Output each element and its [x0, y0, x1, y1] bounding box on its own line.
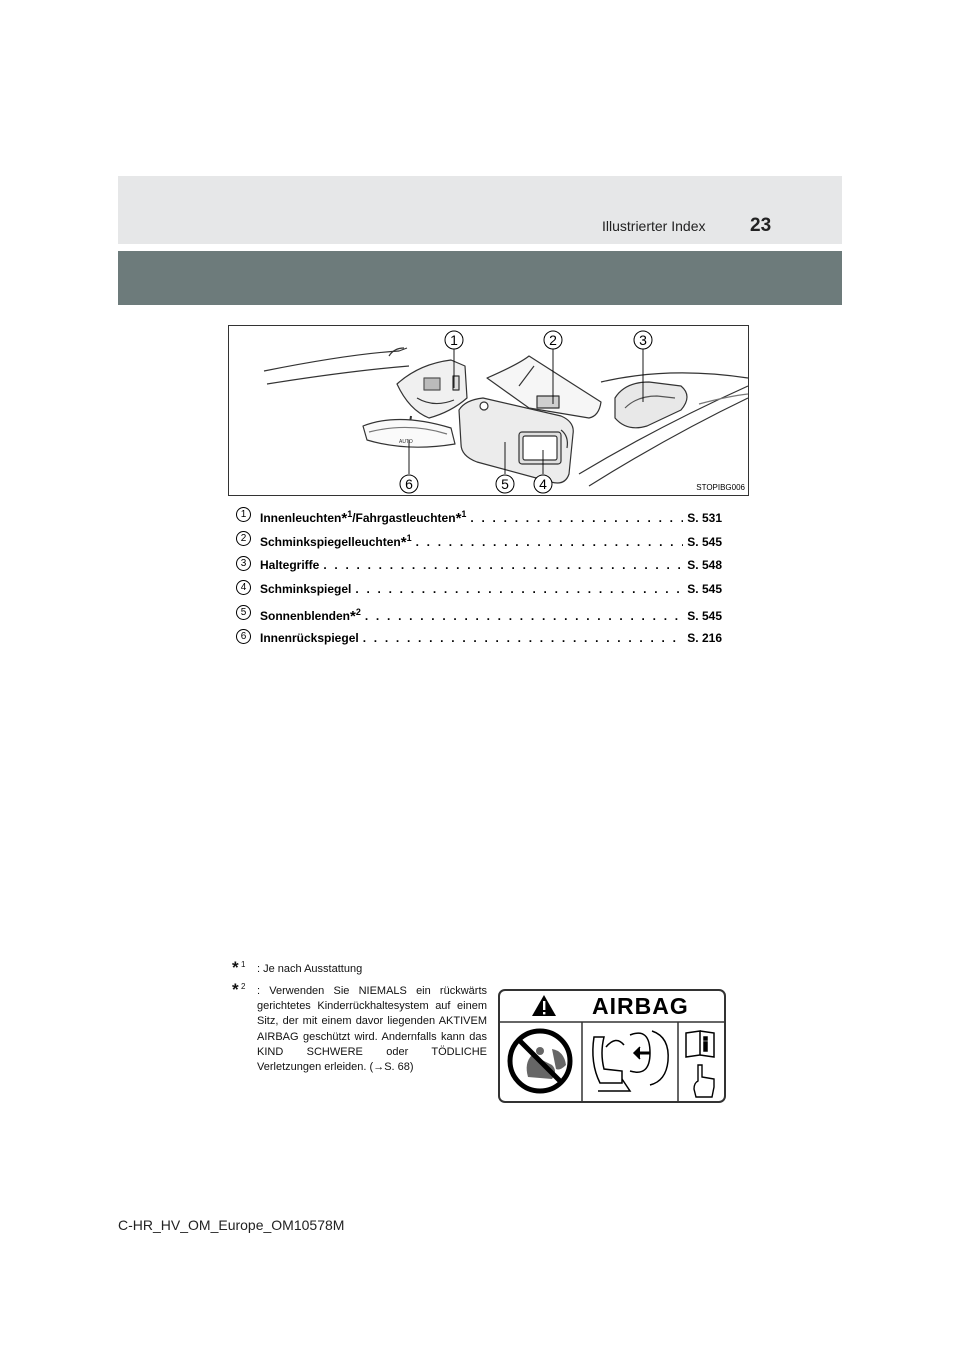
overhead-components-drawing [229, 326, 748, 495]
footnote-star: * [232, 958, 239, 977]
svg-text:5: 5 [501, 476, 509, 492]
dot-leader [416, 535, 684, 549]
svg-text:AUTO: AUTO [399, 439, 413, 445]
index-row-grab-handles[interactable] [234, 555, 722, 579]
document-id: C-HR_HV_OM_Europe_OM10578M [118, 1217, 345, 1233]
item-page-ref[interactable]: S. 545 [687, 582, 722, 597]
manual-book-icon [686, 1031, 714, 1057]
item-label: Haltegriffe [260, 557, 320, 572]
dot-leader [363, 631, 684, 645]
item-label: Sonnenblenden*$^2$ [260, 606, 361, 625]
item-label: Innenleuchten*$^1$/Fahrgastleuchten*$^1$ [260, 509, 467, 527]
footnote-marker: 1 [241, 960, 246, 969]
item-page-ref[interactable]: S. 545 [687, 608, 722, 623]
item-label: Schminkspiegel [260, 582, 352, 597]
dot-leader [323, 558, 683, 572]
section-banner [118, 251, 842, 305]
item-number: 1 [236, 507, 251, 522]
item-page-ref[interactable]: S. 545 [687, 535, 722, 550]
index-row-rear-view-mirror[interactable] [234, 628, 722, 652]
index-row-interior-lights[interactable] [234, 506, 722, 530]
section-title: Illustrierter Index [602, 218, 706, 234]
footnote-star: * [232, 980, 239, 999]
index-row-vanity-mirrors[interactable] [234, 579, 722, 603]
item-page-ref[interactable]: S. 531 [687, 511, 722, 525]
warning-triangle-icon [532, 995, 556, 1016]
item-label: Innenrückspiegel [260, 630, 359, 645]
header-band [118, 176, 842, 244]
index-row-sun-visors[interactable] [234, 604, 722, 628]
footnote-text: : Je nach Ausstattung [257, 963, 363, 975]
callout-4 [534, 475, 552, 493]
dot-leader [355, 582, 683, 596]
index-row-vanity-lights[interactable] [234, 530, 722, 554]
item-number: 6 [236, 629, 251, 644]
airbag-title: AIRBAG [592, 993, 689, 1019]
svg-text:1: 1 [450, 332, 458, 348]
item-label: Schminkspiegelleuchten*$^1$ [260, 533, 412, 552]
callout-3 [634, 331, 652, 349]
svg-text:3: 3 [639, 332, 647, 348]
item-page-ref[interactable]: S. 216 [687, 630, 722, 645]
footnote-marker: 2 [241, 982, 246, 991]
footnote-text: : Verwenden Sie NIEMALS ein rückwärts gerichtetes Kinderrückhaltesystem auf einem Sitz, der mit einem davor liegenden AKTIVEM AIRBAG geschützt wird. Andernfalls kann das KIND SCHWERE oder TÖDLICHE Verletzungen erleiden. (→S. 68) [257, 985, 487, 1074]
svg-text:6: 6 [405, 476, 413, 492]
dot-leader [365, 609, 683, 623]
callout-2 [544, 331, 562, 349]
pointing-hand-icon [694, 1065, 714, 1097]
airbag-warning-label [498, 989, 726, 1103]
interior-overhead-illustration [228, 325, 749, 496]
page-number: 23 [750, 215, 772, 236]
item-number: 3 [236, 556, 251, 571]
dot-leader [470, 511, 683, 525]
callout-6 [400, 475, 418, 493]
index-list [234, 506, 722, 652]
item-number: 5 [236, 605, 251, 620]
callout-5 [496, 475, 514, 493]
figure-code: STOPIBG006 [696, 483, 745, 492]
item-number: 2 [236, 531, 251, 546]
seat-airbag-deploy-icon [593, 1031, 668, 1091]
svg-text:2: 2 [549, 332, 557, 348]
item-page-ref[interactable]: S. 548 [687, 557, 722, 572]
callout-1 [445, 331, 463, 349]
item-number: 4 [236, 580, 251, 595]
svg-text:4: 4 [539, 476, 547, 492]
no-rear-facing-child-seat-icon [510, 1031, 570, 1091]
